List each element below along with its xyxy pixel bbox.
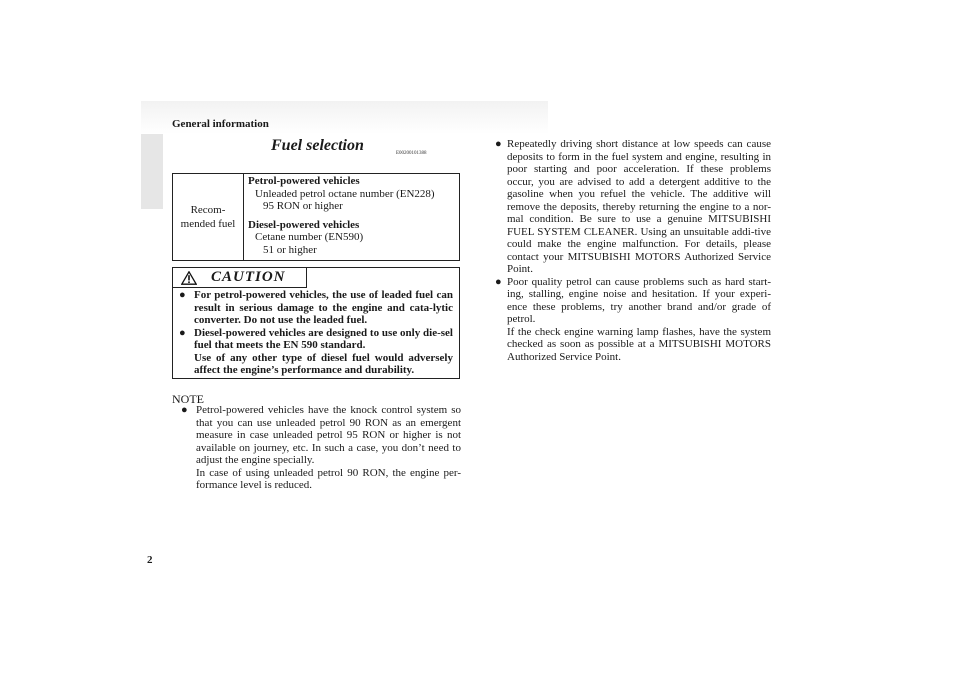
bullet-icon: ●: [495, 275, 502, 288]
right-item: [495, 138, 771, 276]
page-number: 2: [147, 554, 153, 566]
diesel-spec: Cetane number (EN590): [255, 231, 364, 243]
bullet-icon: ●: [495, 138, 502, 150]
doc-code: E00200101388: [396, 151, 427, 156]
right-item-extra: If the check engine warning lamp flashes, have the system checked as soon as possible at a MITSUBISHI MOTORS Authorized Service Point.: [507, 325, 771, 363]
side-tab: [141, 134, 163, 209]
caution-title: CAUTION: [211, 269, 286, 285]
page-title: Fuel selection: [271, 137, 364, 154]
right-item: [495, 276, 771, 364]
petrol-heading: Petrol-powered vehicles: [248, 175, 360, 187]
petrol-value: 95 RON or higher: [263, 200, 343, 212]
diesel-heading: Diesel-powered vehicles: [248, 218, 360, 231]
caution-item-text: Diesel-powered vehicles are designed to use only die-sel fuel that meets the EN 590 standard.: [194, 326, 453, 351]
caution-header: [173, 268, 307, 288]
caution-item: [179, 327, 453, 377]
note-item-text: Petrol-powered vehicles have the knock control system so that you can use unleaded petrol 90 RON as an emergent measure in case unleaded petrol 95 RON or higher is not available on journey, etc. In such a case, you don’t need to adjust the engine specially.: [196, 404, 461, 466]
fuel-table-label: Recom- mended fuel: [173, 174, 244, 260]
note-item: [181, 404, 461, 492]
note-body: [181, 404, 461, 492]
bullet-icon: ●: [181, 404, 188, 416]
fuel-table: [172, 173, 460, 261]
diesel-value: 51 or higher: [263, 243, 317, 256]
caution-item-extra: Use of any other type of diesel fuel would adversely affect the engine’s performance and durability.: [194, 351, 453, 376]
right-column: [495, 138, 771, 363]
caution-body: [179, 289, 453, 377]
caution-box: [172, 267, 460, 379]
note-item-extra: In case of using unleaded petrol 90 RON, the engine per-formance level is reduced.: [196, 466, 461, 491]
warning-triangle-icon: [181, 271, 197, 285]
section-label: General information: [172, 118, 269, 130]
fuel-table-content: [244, 174, 459, 260]
caution-item-text: For petrol-powered vehicles, the use of leaded fuel can result in serious damage to the engine and cata-lytic converter. Do not use the leaded fuel.: [194, 289, 453, 326]
right-item-text: Repeatedly driving short distance at low speeds can cause deposits to form in the fuel system and engine, resulting in poor starting and poor acceleration. If these problems occur, you are advised to add a detergent additive to the gasoline when you refuel the vehicle. The additive will remove the deposits, thereby returning the engine to a nor-mal condition. Be sure to use a genuine MITSUBISHI FUEL SYSTEM CLEANER. Using an unsuitable addi-tive could make the engine malfunction. For details, please contact your MITSUBISHI MOTORS Authorized Service Point.: [507, 138, 771, 275]
right-item-text: Poor quality petrol can cause problems such as hard start-ing, stalling, engine noise and hesitation. If your experi-ence these problems, try another brand and/or grade of petrol.: [507, 275, 771, 325]
bullet-icon: ●: [179, 289, 186, 301]
caution-item: [179, 289, 453, 327]
note-label: NOTE: [172, 392, 204, 406]
petrol-spec: Unleaded petrol octane number (EN228): [255, 187, 435, 200]
bullet-icon: ●: [179, 326, 186, 339]
